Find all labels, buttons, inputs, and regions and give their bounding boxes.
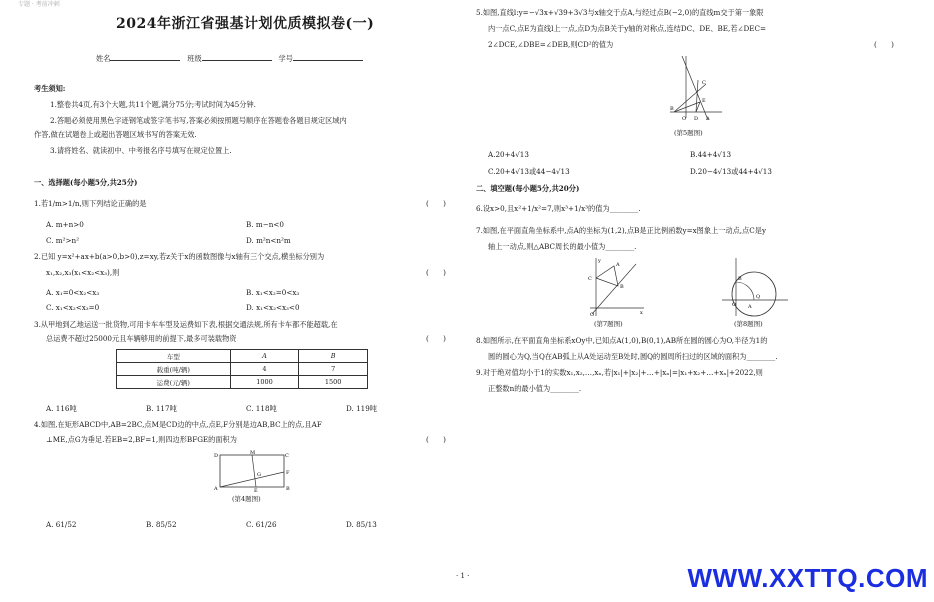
- q5-option-b[interactable]: B.44+4√13: [690, 150, 732, 159]
- q5-stem: 5.如图,直线l:y=−√3x+√39+3√3与x轴交于点A,与经过点B(−2,0)的直线m交于第一象限: [476, 8, 764, 17]
- table-cell: B: [299, 350, 368, 363]
- section1-heading: 一、选择题(每小题5分,共25分): [34, 178, 138, 187]
- q2-stem-cont: x₁,x₂,x₃(x₁<x₂<x₃),则: [46, 268, 120, 277]
- table-header-row: [117, 350, 368, 363]
- q3-option-b[interactable]: B. 117吨: [146, 404, 177, 413]
- q7-graph-figure: [586, 256, 646, 318]
- q2-answer-paren[interactable]: ( ): [426, 268, 446, 277]
- q4-caption: (第4题图): [232, 495, 261, 503]
- freight-table: [116, 349, 368, 389]
- svg-text:C: C: [588, 276, 592, 282]
- q3-option-a[interactable]: A. 116吨: [46, 404, 77, 413]
- table-cell: 7: [299, 363, 368, 376]
- svg-text:A: A: [706, 116, 710, 122]
- q2-option-b[interactable]: B. x₁<x₂=0<x₃: [246, 288, 300, 297]
- q5-caption: (第5题图): [674, 129, 703, 137]
- svg-text:A: A: [616, 262, 620, 268]
- q1-stem: 1.若1/m>1/n,则下列结论正确的是: [34, 199, 147, 208]
- q4-option-a[interactable]: A. 61/52: [46, 520, 77, 529]
- q2-stem: 2.已知 y=x²+ax+b(a>0,b>0),z=xy,若z关于x的函数图像与x轴有三个交点,横坐标分别为: [34, 252, 325, 261]
- notice-heading: 考生须知:: [34, 84, 66, 93]
- q1-option-d[interactable]: D. m²n<n²m: [246, 236, 291, 245]
- q2-option-c[interactable]: C. x₁<x₂<x₃=0: [46, 303, 100, 312]
- svg-text:E: E: [702, 98, 706, 104]
- svg-text:C: C: [285, 453, 289, 459]
- svg-text:B: B: [670, 106, 674, 112]
- q4-answer-paren[interactable]: ( ): [426, 435, 446, 444]
- corner-label: 专题 · 考前冲刺: [18, 1, 60, 8]
- svg-text:M: M: [250, 450, 256, 456]
- table-cell: 运费(元/辆): [117, 376, 231, 389]
- q3-option-c[interactable]: C. 118吨: [246, 404, 277, 413]
- q4-option-d[interactable]: D. 85/13: [346, 520, 377, 529]
- table-cell: A: [230, 350, 299, 363]
- q3-option-d[interactable]: D. 119吨: [346, 404, 377, 413]
- svg-text:B: B: [620, 284, 624, 290]
- svg-text:A: A: [748, 304, 752, 310]
- q7-caption: (第7题图): [594, 320, 623, 328]
- watermark: WWW.XXTTQ.COM: [687, 563, 928, 593]
- q3-stem-cont: 总运费不超过25000元且车辆够用的前提下,最多可装载物资: [46, 334, 237, 343]
- q4-option-b[interactable]: B. 85/52: [146, 520, 177, 529]
- q4-stem-cont: ⊥ME,点G为垂足.若EB=2,BF=1,则四边形BFGE的面积为: [46, 435, 237, 444]
- q5-stem-cont: 内一点C,点E为直线l上一点,点D为点B关于y轴的对称点,连结DC、DE、BE,若∠DEC=: [488, 24, 767, 33]
- svg-text:C: C: [702, 80, 706, 86]
- q3-stem: 3.从甲地到乙地运送一批货物,可用卡车车型及运费如下表,根据交通法规,所有卡车都不能超载,在: [34, 320, 338, 329]
- svg-text:D: D: [694, 116, 699, 122]
- name-blank[interactable]: [110, 53, 180, 61]
- student-info: 姓名 班级 学号: [96, 53, 363, 63]
- svg-text:O: O: [590, 312, 595, 318]
- svg-text:y: y: [598, 258, 601, 264]
- q4-option-c[interactable]: C. 61/26: [246, 520, 277, 529]
- q1-option-b[interactable]: B. m−n<0: [246, 220, 284, 229]
- table-row: [117, 363, 368, 376]
- q8-circle-figure: [720, 256, 790, 318]
- class-blank[interactable]: [202, 53, 272, 61]
- q5-graph-figure: [668, 54, 724, 122]
- q1-answer-paren[interactable]: ( ): [426, 199, 446, 208]
- q5-option-d[interactable]: D.20−4√13或44+4√13: [690, 167, 772, 176]
- svg-text:Q: Q: [756, 294, 761, 300]
- svg-text:O: O: [732, 302, 737, 308]
- notice-item: 作答,做在试题卷上或超出答题区域书写的答案无效.: [34, 130, 197, 139]
- id-blank[interactable]: [293, 53, 363, 61]
- q2-option-a[interactable]: A. x₁=0<x₂<x₃: [46, 288, 100, 297]
- table-cell: 载重(吨/辆): [117, 363, 231, 376]
- table-cell: 车型: [117, 350, 231, 363]
- q5-option-c[interactable]: C.20+4√13或44−4√13: [488, 167, 570, 176]
- table-row: [117, 376, 368, 389]
- q5-option-a[interactable]: A.20+4√13: [488, 150, 529, 159]
- q8-stem-cont: 圆的圆心为Q,当Q在AB弧上从A处运动至B处时,圆Q的圆周所扫过的区域的面积为________.: [488, 352, 778, 361]
- notice-item: 3.请将姓名、就读初中、中考报名序号填写在规定位置上.: [50, 146, 232, 155]
- q5-answer-paren[interactable]: ( ): [874, 40, 894, 49]
- table-cell: 1000: [230, 376, 299, 389]
- svg-text:A: A: [214, 486, 218, 492]
- q9-stem: 9.对于绝对值均小于1的实数x₁,x₂,…,xₙ,若|x₁|+|x₂|+…+|xₙ|=|x₁+x₂+…+xₙ|+2022,则: [476, 368, 763, 377]
- q5-stem-cont2: 2∠DCE,∠DBE=∠DEB,则CD²的值为: [488, 40, 614, 49]
- svg-text:B: B: [286, 486, 290, 492]
- q1-option-c[interactable]: C. m²>n²: [46, 236, 80, 245]
- table-cell: 4: [230, 363, 299, 376]
- q4-stem: 4.如图,在矩形ABCD中,AB=2BC,点M是CD边的中点,点E,F分别是边AB,BC上的点,且AF: [34, 420, 322, 429]
- table-cell: 1500: [299, 376, 368, 389]
- q2-option-d[interactable]: D. x₁<x₂<x₃<0: [246, 303, 300, 312]
- svg-text:F: F: [286, 470, 290, 476]
- svg-text:D: D: [214, 453, 219, 459]
- svg-text:x: x: [640, 310, 643, 316]
- q8-stem: 8.如图所示,在平面直角坐标系xOy中,已知点A(1,0),B(0,1),AB所在圆的圆心为O,半径为1的: [476, 336, 768, 345]
- q6-stem: 6.设x>0,且x²+1/x²=7,则x³+1/x³的值为________.: [476, 204, 641, 213]
- svg-text:B: B: [738, 276, 742, 282]
- q9-stem-cont: 正整数n的最小值为________.: [488, 384, 582, 393]
- page-number: · 1 ·: [456, 572, 470, 580]
- svg-text:G: G: [257, 472, 261, 478]
- page-title: 2024年浙江省强基计划优质模拟卷(一): [116, 16, 375, 32]
- q7-stem-cont: 轴上一动点,则△ABC周长的最小值为________.: [488, 242, 637, 251]
- q3-answer-paren[interactable]: ( ): [426, 334, 446, 343]
- q1-option-a[interactable]: A. m+n>0: [46, 220, 84, 229]
- q4-rectangle-figure: [212, 450, 292, 492]
- notice-item: 2.答题必须使用黑色字迹钢笔或签字笔书写,答案必须按照题号顺序在答题卷各题目规定区域内: [50, 116, 347, 125]
- notice-item: 1.整卷共4页,有3个大题,共11个题,满分75分;考试时间为45分钟.: [50, 100, 256, 109]
- q7-stem: 7.如图,在平面直角坐标系中,点A的坐标为(1,2),点B是正比例函数y=x图象上一动点,点C是y: [476, 226, 767, 235]
- section2-heading: 二、填空题(每小题5分,共20分): [476, 184, 580, 193]
- svg-text:E: E: [254, 488, 258, 492]
- q8-caption: (第8题图): [734, 320, 763, 328]
- svg-text:O: O: [682, 116, 687, 122]
